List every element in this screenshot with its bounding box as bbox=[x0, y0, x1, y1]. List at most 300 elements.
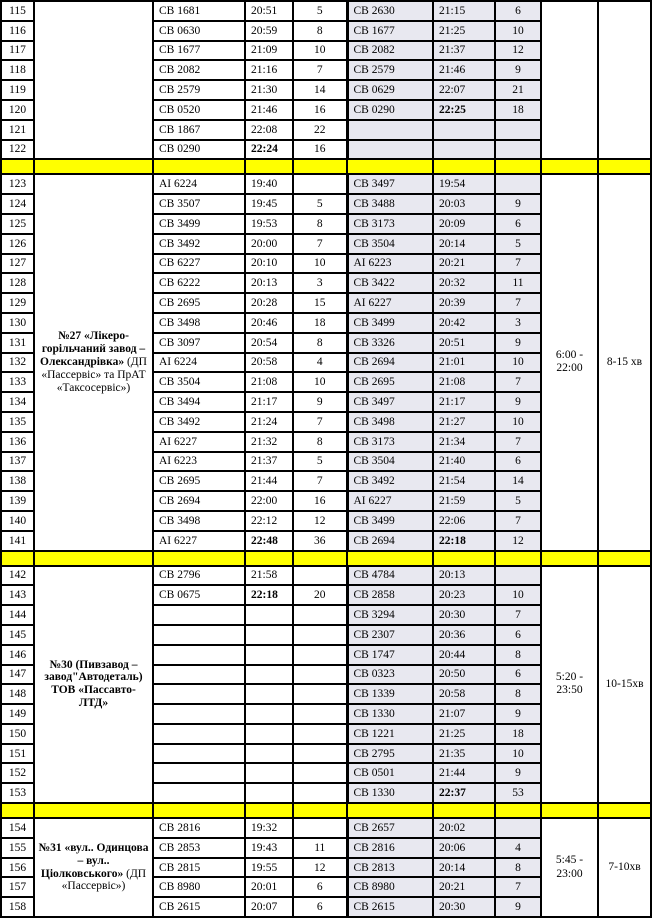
interval-outbound-cell: 16 bbox=[293, 100, 347, 120]
departure-time-return-cell: 20:32 bbox=[433, 273, 495, 293]
interval-outbound-cell bbox=[293, 566, 347, 586]
interval-return-cell bbox=[495, 818, 541, 838]
interval-return-cell: 14 bbox=[495, 471, 541, 491]
bus-plate-outbound-cell bbox=[153, 744, 245, 764]
working-hours-cell: 6:00 - 22:00 bbox=[541, 174, 598, 550]
bus-plate-outbound-cell bbox=[153, 704, 245, 724]
bus-plate-return-cell: АІ 6223 bbox=[347, 254, 433, 274]
row-number-cell: 144 bbox=[1, 605, 34, 625]
departure-time-return-cell: 22:18 bbox=[433, 531, 495, 551]
bus-plate-return-cell: СВ 3173 bbox=[347, 214, 433, 234]
bus-plate-outbound-cell: СВ 0630 bbox=[153, 21, 245, 41]
bus-plate-outbound-cell: АІ 6224 bbox=[153, 174, 245, 194]
departure-time-return-cell: 20:44 bbox=[433, 645, 495, 665]
bus-plate-return-cell: СВ 1677 bbox=[347, 21, 433, 41]
row-number-cell: 150 bbox=[1, 724, 34, 744]
interval-outbound-cell: 8 bbox=[293, 333, 347, 353]
interval-outbound-cell: 7 bbox=[293, 60, 347, 80]
bus-plate-outbound-cell: АІ 6223 bbox=[153, 452, 245, 472]
departure-time-return-cell: 19:54 bbox=[433, 174, 495, 194]
departure-time-outbound-cell: 21:08 bbox=[245, 372, 293, 392]
row-number-cell: 123 bbox=[1, 174, 34, 194]
bus-plate-outbound-cell: СВ 1681 bbox=[153, 1, 245, 21]
route-name: №31 «вул.. Одинцова – вул.. Ціолковського» bbox=[38, 841, 149, 880]
interval-return-cell: 10 bbox=[495, 21, 541, 41]
departure-time-outbound-cell: 19:32 bbox=[245, 818, 293, 838]
bus-plate-return-cell: СВ 1330 bbox=[347, 783, 433, 803]
row-number-cell: 154 bbox=[1, 818, 34, 838]
interval-return-cell: 12 bbox=[495, 531, 541, 551]
interval-outbound-cell bbox=[293, 724, 347, 744]
departure-time-return-cell bbox=[433, 140, 495, 160]
row-number-cell: 143 bbox=[1, 585, 34, 605]
bus-plate-outbound-cell: СВ 3498 bbox=[153, 511, 245, 531]
interval-outbound-cell: 20 bbox=[293, 585, 347, 605]
interval-return-cell: 21 bbox=[495, 80, 541, 100]
interval-outbound-cell: 11 bbox=[293, 838, 347, 858]
departure-time-return-cell: 22:06 bbox=[433, 511, 495, 531]
row-number-cell: 131 bbox=[1, 333, 34, 353]
departure-time-return-cell: 21:25 bbox=[433, 724, 495, 744]
departure-time-return-cell: 21:27 bbox=[433, 412, 495, 432]
bus-plate-return-cell: СВ 3498 bbox=[347, 412, 433, 432]
row-number-cell: 156 bbox=[1, 858, 34, 878]
interval-return-cell: 3 bbox=[495, 313, 541, 333]
bus-plate-outbound-cell bbox=[153, 625, 245, 645]
interval-outbound-cell: 3 bbox=[293, 273, 347, 293]
departure-time-return-cell: 20:06 bbox=[433, 838, 495, 858]
separator-cell bbox=[347, 551, 433, 566]
route-operator: ТОВ «Пассавто-ЛТД» bbox=[51, 684, 136, 710]
separator-cell bbox=[293, 159, 347, 174]
departure-time-outbound-cell: 21:24 bbox=[245, 412, 293, 432]
bus-plate-outbound-cell: СВ 2796 bbox=[153, 566, 245, 586]
interval-return-cell: 8 bbox=[495, 684, 541, 704]
departure-time-outbound-cell bbox=[245, 704, 293, 724]
bus-plate-return-cell: СВ 0290 bbox=[347, 100, 433, 120]
interval-outbound-cell: 6 bbox=[293, 877, 347, 897]
interval-return-cell: 5 bbox=[495, 234, 541, 254]
headway-cell: 10-15хв bbox=[598, 566, 651, 804]
row-number-cell: 119 bbox=[1, 80, 34, 100]
interval-return-cell: 6 bbox=[495, 214, 541, 234]
departure-time-return-cell: 21:25 bbox=[433, 21, 495, 41]
bus-plate-outbound-cell: СВ 6222 bbox=[153, 273, 245, 293]
separator-cell bbox=[541, 803, 598, 818]
departure-time-return-cell: 21:35 bbox=[433, 744, 495, 764]
row-number-cell: 139 bbox=[1, 491, 34, 511]
separator-row bbox=[1, 551, 651, 566]
interval-return-cell: 7 bbox=[495, 372, 541, 392]
interval-return-cell bbox=[495, 120, 541, 140]
departure-time-outbound-cell: 20:00 bbox=[245, 234, 293, 254]
interval-return-cell: 6 bbox=[495, 625, 541, 645]
bus-plate-outbound-cell: СВ 8980 bbox=[153, 877, 245, 897]
interval-return-cell: 9 bbox=[495, 60, 541, 80]
schedule-row bbox=[1, 566, 651, 586]
interval-return-cell: 7 bbox=[495, 254, 541, 274]
departure-time-return-cell: 21:01 bbox=[433, 353, 495, 373]
departure-time-return-cell: 21:15 bbox=[433, 1, 495, 21]
departure-time-outbound-cell bbox=[245, 645, 293, 665]
departure-time-outbound-cell: 19:45 bbox=[245, 194, 293, 214]
row-number-cell: 134 bbox=[1, 392, 34, 412]
bus-plate-outbound-cell: СВ 0520 bbox=[153, 100, 245, 120]
bus-plate-return-cell: СВ 2307 bbox=[347, 625, 433, 645]
row-number-cell: 129 bbox=[1, 293, 34, 313]
interval-outbound-cell: 15 bbox=[293, 293, 347, 313]
row-number-cell: 142 bbox=[1, 566, 34, 586]
interval-return-cell: 53 bbox=[495, 783, 541, 803]
interval-outbound-cell bbox=[293, 665, 347, 685]
bus-plate-outbound-cell: СВ 0290 bbox=[153, 140, 245, 160]
departure-time-return-cell: 20:02 bbox=[433, 818, 495, 838]
route-name: №30 (Пивзавод – завод"Автодеталь) bbox=[44, 658, 143, 684]
interval-return-cell: 6 bbox=[495, 665, 541, 685]
departure-time-return-cell: 20:14 bbox=[433, 858, 495, 878]
interval-outbound-cell bbox=[293, 783, 347, 803]
departure-time-return-cell: 20:23 bbox=[433, 585, 495, 605]
departure-time-outbound-cell: 20:07 bbox=[245, 897, 293, 917]
departure-time-return-cell bbox=[433, 120, 495, 140]
bus-plate-return-cell: АІ 6227 bbox=[347, 293, 433, 313]
separator-cell bbox=[347, 159, 433, 174]
interval-outbound-cell: 5 bbox=[293, 1, 347, 21]
row-number-cell: 146 bbox=[1, 645, 34, 665]
working-hours-cell: 5:20 - 23:50 bbox=[541, 566, 598, 804]
interval-outbound-cell bbox=[293, 605, 347, 625]
row-number-cell: 116 bbox=[1, 21, 34, 41]
separator-cell bbox=[433, 803, 495, 818]
bus-plate-outbound-cell: СВ 3504 bbox=[153, 372, 245, 392]
departure-time-outbound-cell bbox=[245, 724, 293, 744]
interval-return-cell: 7 bbox=[495, 511, 541, 531]
interval-return-cell bbox=[495, 174, 541, 194]
departure-time-outbound-cell bbox=[245, 684, 293, 704]
bus-plate-outbound-cell: АІ 6227 bbox=[153, 531, 245, 551]
bus-plate-outbound-cell: СВ 2694 bbox=[153, 491, 245, 511]
separator-cell bbox=[1, 803, 34, 818]
bus-plate-outbound-cell bbox=[153, 645, 245, 665]
bus-plate-outbound-cell: СВ 6227 bbox=[153, 254, 245, 274]
bus-plate-return-cell: СВ 0501 bbox=[347, 763, 433, 783]
interval-outbound-cell: 9 bbox=[293, 392, 347, 412]
bus-plate-return-cell: СВ 1339 bbox=[347, 684, 433, 704]
departure-time-return-cell: 20:14 bbox=[433, 234, 495, 254]
departure-time-outbound-cell: 19:53 bbox=[245, 214, 293, 234]
bus-plate-return-cell: СВ 3422 bbox=[347, 273, 433, 293]
departure-time-outbound-cell: 20:10 bbox=[245, 254, 293, 274]
departure-time-outbound-cell: 20:13 bbox=[245, 273, 293, 293]
interval-return-cell: 6 bbox=[495, 452, 541, 472]
bus-plate-return-cell: СВ 3294 bbox=[347, 605, 433, 625]
departure-time-outbound-cell: 21:44 bbox=[245, 471, 293, 491]
departure-time-outbound-cell: 19:40 bbox=[245, 174, 293, 194]
bus-plate-return-cell: СВ 3504 bbox=[347, 452, 433, 472]
separator-row bbox=[1, 803, 651, 818]
interval-outbound-cell: 7 bbox=[293, 234, 347, 254]
interval-outbound-cell: 16 bbox=[293, 140, 347, 160]
bus-plate-return-cell: АІ 6227 bbox=[347, 491, 433, 511]
departure-time-return-cell: 20:51 bbox=[433, 333, 495, 353]
bus-plate-outbound-cell: СВ 3499 bbox=[153, 214, 245, 234]
separator-cell bbox=[541, 159, 598, 174]
departure-time-return-cell: 22:37 bbox=[433, 783, 495, 803]
separator-cell bbox=[347, 803, 433, 818]
departure-time-outbound-cell: 20:51 bbox=[245, 1, 293, 21]
bus-plate-return-cell: СВ 3488 bbox=[347, 194, 433, 214]
working-hours-cell bbox=[541, 1, 598, 159]
bus-plate-outbound-cell: СВ 2695 bbox=[153, 471, 245, 491]
departure-time-return-cell: 20:03 bbox=[433, 194, 495, 214]
departure-time-return-cell: 20:21 bbox=[433, 254, 495, 274]
row-number-cell: 130 bbox=[1, 313, 34, 333]
interval-return-cell: 9 bbox=[495, 194, 541, 214]
headway-cell bbox=[598, 1, 651, 159]
bus-plate-outbound-cell bbox=[153, 684, 245, 704]
row-number-cell: 115 bbox=[1, 1, 34, 21]
row-number-cell: 151 bbox=[1, 744, 34, 764]
bus-plate-return-cell: СВ 0323 bbox=[347, 665, 433, 685]
interval-outbound-cell: 10 bbox=[293, 254, 347, 274]
interval-return-cell: 9 bbox=[495, 763, 541, 783]
interval-outbound-cell: 12 bbox=[293, 858, 347, 878]
interval-return-cell: 8 bbox=[495, 645, 541, 665]
row-number-cell: 122 bbox=[1, 140, 34, 160]
interval-return-cell: 9 bbox=[495, 897, 541, 917]
separator-cell bbox=[1, 159, 34, 174]
departure-time-outbound-cell: 21:16 bbox=[245, 60, 293, 80]
bus-plate-return-cell: СВ 1221 bbox=[347, 724, 433, 744]
row-number-cell: 120 bbox=[1, 100, 34, 120]
departure-time-return-cell: 20:39 bbox=[433, 293, 495, 313]
route-operator: (ДП «Пассервіс» та ПрАТ «Таксосервіс») bbox=[41, 356, 147, 394]
bus-plate-outbound-cell: СВ 2082 bbox=[153, 60, 245, 80]
row-number-cell: 124 bbox=[1, 194, 34, 214]
interval-return-cell: 9 bbox=[495, 392, 541, 412]
interval-return-cell bbox=[495, 566, 541, 586]
bus-plate-return-cell: СВ 2858 bbox=[347, 585, 433, 605]
bus-plate-return-cell: СВ 8980 bbox=[347, 877, 433, 897]
separator-cell bbox=[153, 551, 245, 566]
row-number-cell: 117 bbox=[1, 41, 34, 61]
separator-cell bbox=[433, 159, 495, 174]
separator-cell bbox=[433, 551, 495, 566]
interval-outbound-cell bbox=[293, 744, 347, 764]
separator-cell bbox=[34, 551, 153, 566]
departure-time-return-cell: 20:30 bbox=[433, 897, 495, 917]
bus-plate-return-cell: СВ 3173 bbox=[347, 432, 433, 452]
interval-outbound-cell: 8 bbox=[293, 214, 347, 234]
departure-time-outbound-cell bbox=[245, 783, 293, 803]
separator-cell bbox=[495, 803, 541, 818]
bus-plate-outbound-cell: СВ 2615 bbox=[153, 897, 245, 917]
interval-outbound-cell: 14 bbox=[293, 80, 347, 100]
departure-time-return-cell: 21:54 bbox=[433, 471, 495, 491]
separator-cell bbox=[541, 551, 598, 566]
separator-cell bbox=[293, 551, 347, 566]
row-number-cell: 126 bbox=[1, 234, 34, 254]
bus-plate-return-cell: СВ 2695 bbox=[347, 372, 433, 392]
working-hours-cell: 5:45 - 23:00 bbox=[541, 818, 598, 917]
departure-time-return-cell: 22:25 bbox=[433, 100, 495, 120]
route-cell bbox=[34, 818, 153, 917]
departure-time-return-cell: 20:13 bbox=[433, 566, 495, 586]
separator-cell bbox=[153, 159, 245, 174]
departure-time-outbound-cell: 21:17 bbox=[245, 392, 293, 412]
bus-plate-return-cell: СВ 2657 bbox=[347, 818, 433, 838]
departure-time-outbound-cell bbox=[245, 763, 293, 783]
bus-plate-outbound-cell bbox=[153, 665, 245, 685]
bus-plate-outbound-cell: СВ 3492 bbox=[153, 412, 245, 432]
departure-time-return-cell: 21:17 bbox=[433, 392, 495, 412]
interval-return-cell: 9 bbox=[495, 333, 541, 353]
interval-outbound-cell: 6 bbox=[293, 897, 347, 917]
departure-time-outbound-cell: 21:09 bbox=[245, 41, 293, 61]
interval-outbound-cell bbox=[293, 818, 347, 838]
interval-return-cell: 7 bbox=[495, 432, 541, 452]
departure-time-outbound-cell: 19:55 bbox=[245, 858, 293, 878]
interval-return-cell: 10 bbox=[495, 744, 541, 764]
departure-time-return-cell: 20:42 bbox=[433, 313, 495, 333]
separator-cell bbox=[153, 803, 245, 818]
interval-return-cell: 10 bbox=[495, 353, 541, 373]
bus-plate-return-cell: СВ 2694 bbox=[347, 353, 433, 373]
separator-cell bbox=[34, 803, 153, 818]
separator-cell bbox=[245, 159, 293, 174]
route-name: №27 «Лікеро-горільчаний завод – Олександрівка» bbox=[40, 330, 146, 368]
bus-plate-return-cell: СВ 3504 bbox=[347, 234, 433, 254]
bus-plate-return-cell: СВ 3499 bbox=[347, 313, 433, 333]
interval-return-cell: 11 bbox=[495, 273, 541, 293]
interval-return-cell: 7 bbox=[495, 605, 541, 625]
interval-return-cell: 5 bbox=[495, 491, 541, 511]
row-number-cell: 128 bbox=[1, 273, 34, 293]
separator-cell bbox=[598, 803, 651, 818]
row-number-cell: 153 bbox=[1, 783, 34, 803]
departure-time-outbound-cell: 21:58 bbox=[245, 566, 293, 586]
bus-plate-return-cell bbox=[347, 120, 433, 140]
departure-time-outbound-cell: 21:37 bbox=[245, 452, 293, 472]
departure-time-outbound-cell: 22:12 bbox=[245, 511, 293, 531]
bus-plate-return-cell: СВ 2579 bbox=[347, 60, 433, 80]
schedule-row bbox=[1, 1, 651, 21]
interval-return-cell: 4 bbox=[495, 838, 541, 858]
route-cell bbox=[34, 174, 153, 550]
interval-outbound-cell: 7 bbox=[293, 412, 347, 432]
interval-outbound-cell bbox=[293, 704, 347, 724]
row-number-cell: 136 bbox=[1, 432, 34, 452]
bus-plate-outbound-cell: СВ 3498 bbox=[153, 313, 245, 333]
bus-plate-return-cell: СВ 2615 bbox=[347, 897, 433, 917]
bus-plate-outbound-cell: СВ 3492 bbox=[153, 234, 245, 254]
row-number-cell: 132 bbox=[1, 353, 34, 373]
interval-outbound-cell bbox=[293, 684, 347, 704]
row-number-cell: 135 bbox=[1, 412, 34, 432]
bus-plate-return-cell: СВ 3326 bbox=[347, 333, 433, 353]
interval-outbound-cell: 12 bbox=[293, 511, 347, 531]
separator-cell bbox=[598, 551, 651, 566]
departure-time-return-cell: 21:40 bbox=[433, 452, 495, 472]
separator-cell bbox=[245, 803, 293, 818]
schedule-table-body bbox=[1, 1, 651, 917]
interval-outbound-cell bbox=[293, 645, 347, 665]
interval-outbound-cell bbox=[293, 763, 347, 783]
departure-time-return-cell: 20:30 bbox=[433, 605, 495, 625]
departure-time-return-cell: 21:59 bbox=[433, 491, 495, 511]
row-number-cell: 141 bbox=[1, 531, 34, 551]
departure-time-outbound-cell bbox=[245, 625, 293, 645]
bus-plate-return-cell: СВ 2813 bbox=[347, 858, 433, 878]
departure-time-outbound-cell: 22:48 bbox=[245, 531, 293, 551]
interval-return-cell: 12 bbox=[495, 41, 541, 61]
bus-plate-return-cell: СВ 3497 bbox=[347, 174, 433, 194]
bus-plate-outbound-cell bbox=[153, 724, 245, 744]
bus-plate-return-cell: СВ 3492 bbox=[347, 471, 433, 491]
bus-plate-outbound-cell: АІ 6224 bbox=[153, 353, 245, 373]
row-number-cell: 152 bbox=[1, 763, 34, 783]
interval-return-cell: 9 bbox=[495, 704, 541, 724]
bus-plate-outbound-cell: СВ 2853 bbox=[153, 838, 245, 858]
bus-plate-outbound-cell: СВ 2579 bbox=[153, 80, 245, 100]
departure-time-outbound-cell bbox=[245, 665, 293, 685]
route-cell bbox=[34, 1, 153, 159]
row-number-cell: 137 bbox=[1, 452, 34, 472]
bus-plate-return-cell: СВ 3499 bbox=[347, 511, 433, 531]
interval-outbound-cell bbox=[293, 174, 347, 194]
departure-time-return-cell: 21:46 bbox=[433, 60, 495, 80]
row-number-cell: 121 bbox=[1, 120, 34, 140]
departure-time-return-cell: 21:07 bbox=[433, 704, 495, 724]
row-number-cell: 133 bbox=[1, 372, 34, 392]
separator-cell bbox=[495, 159, 541, 174]
departure-time-outbound-cell: 19:43 bbox=[245, 838, 293, 858]
departure-time-outbound-cell: 22:24 bbox=[245, 140, 293, 160]
departure-time-return-cell: 21:44 bbox=[433, 763, 495, 783]
route-cell bbox=[34, 566, 153, 804]
interval-return-cell: 10 bbox=[495, 412, 541, 432]
row-number-cell: 158 bbox=[1, 897, 34, 917]
separator-cell bbox=[34, 159, 153, 174]
departure-time-outbound-cell: 20:46 bbox=[245, 313, 293, 333]
interval-return-cell: 7 bbox=[495, 877, 541, 897]
bus-plate-outbound-cell: СВ 1867 bbox=[153, 120, 245, 140]
headway-cell: 8-15 хв bbox=[598, 174, 651, 550]
bus-plate-return-cell: СВ 3497 bbox=[347, 392, 433, 412]
departure-time-outbound-cell: 20:59 bbox=[245, 21, 293, 41]
route-operator: (ДП «Пассервіс») bbox=[61, 867, 147, 893]
departure-time-return-cell: 21:34 bbox=[433, 432, 495, 452]
interval-outbound-cell bbox=[293, 625, 347, 645]
row-number-cell: 140 bbox=[1, 511, 34, 531]
bus-plate-return-cell: СВ 4784 bbox=[347, 566, 433, 586]
interval-outbound-cell: 18 bbox=[293, 313, 347, 333]
interval-outbound-cell: 8 bbox=[293, 432, 347, 452]
departure-time-outbound-cell: 21:46 bbox=[245, 100, 293, 120]
interval-outbound-cell: 10 bbox=[293, 372, 347, 392]
departure-time-return-cell: 20:58 bbox=[433, 684, 495, 704]
bus-plate-return-cell: СВ 2630 bbox=[347, 1, 433, 21]
bus-plate-outbound-cell bbox=[153, 605, 245, 625]
departure-time-outbound-cell: 20:58 bbox=[245, 353, 293, 373]
bus-plate-outbound-cell: СВ 1677 bbox=[153, 41, 245, 61]
departure-time-return-cell: 21:08 bbox=[433, 372, 495, 392]
bus-plate-outbound-cell: СВ 2815 bbox=[153, 858, 245, 878]
bus-plate-outbound-cell: СВ 3494 bbox=[153, 392, 245, 412]
interval-outbound-cell: 4 bbox=[293, 353, 347, 373]
departure-time-return-cell: 20:36 bbox=[433, 625, 495, 645]
schedule-row bbox=[1, 174, 651, 194]
